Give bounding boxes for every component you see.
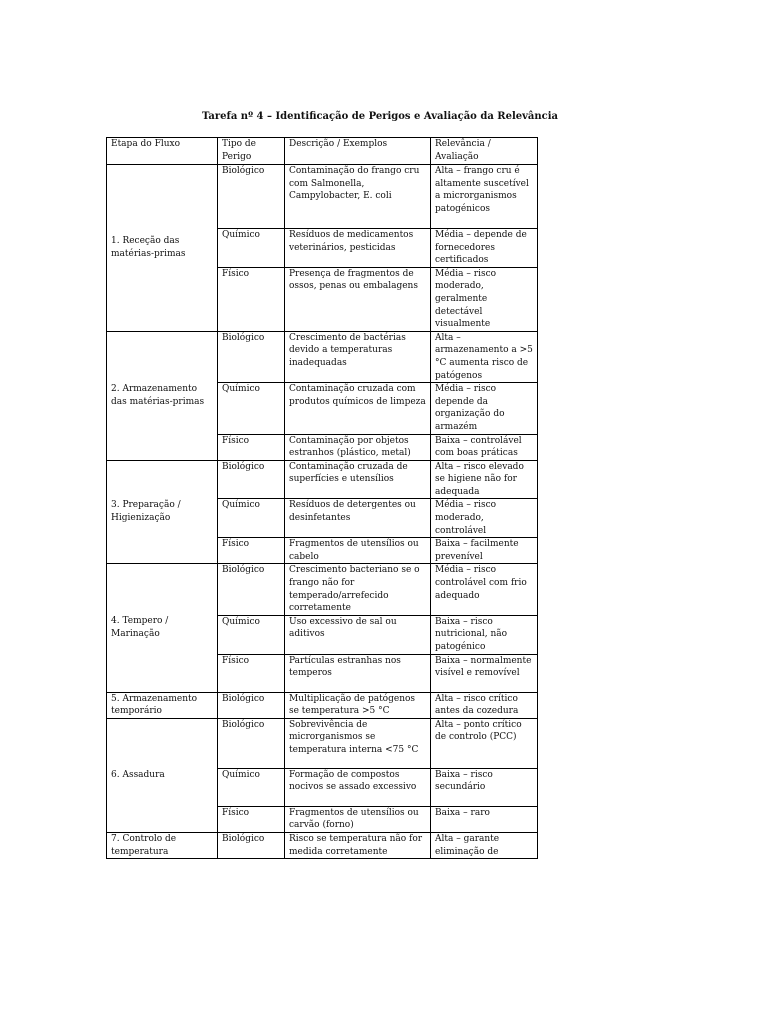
hazard-type-cell: Biológico bbox=[218, 564, 285, 615]
description-cell: Formação de compostos nocivos se assado excessivo bbox=[285, 768, 431, 806]
table-row bbox=[107, 165, 538, 229]
header-hazard-type: Tipo de Perigo bbox=[218, 138, 285, 165]
hazard-type-cell: Físico bbox=[218, 538, 285, 564]
hazard-type-cell: Biológico bbox=[218, 460, 285, 499]
description-cell: Crescimento de bactérias devido a temperaturas inadequadas bbox=[285, 331, 431, 382]
hazard-type-cell: Biológico bbox=[218, 718, 285, 768]
hazard-table bbox=[106, 137, 538, 859]
hazard-type-cell: Químico bbox=[218, 499, 285, 538]
relevance-cell: Baixa – raro bbox=[431, 806, 538, 832]
relevance-cell: Alta – armazenamento a >5 °C aumenta risco de patógenos bbox=[431, 331, 538, 382]
hazard-type-cell: Físico bbox=[218, 654, 285, 692]
stage-cell: 4. Tempero / Marinação bbox=[107, 564, 218, 692]
hazard-type-cell: Químico bbox=[218, 615, 285, 654]
relevance-cell: Alta – garante eliminação de bbox=[431, 832, 538, 858]
table-row bbox=[107, 460, 538, 499]
relevance-cell: Baixa – normalmente visível e removível bbox=[431, 654, 538, 692]
relevance-cell: Média – risco moderado, controlável bbox=[431, 499, 538, 538]
description-cell: Multiplicação de patógenos se temperatura >5 °C bbox=[285, 692, 431, 718]
hazard-type-cell: Químico bbox=[218, 229, 285, 268]
hazard-type-cell: Físico bbox=[218, 434, 285, 460]
description-cell: Resíduos de detergentes ou desinfetantes bbox=[285, 499, 431, 538]
description-cell: Contaminação cruzada com produtos químicos de limpeza bbox=[285, 383, 431, 434]
hazard-type-cell: Biológico bbox=[218, 692, 285, 718]
relevance-cell: Baixa – controlável com boas práticas bbox=[431, 434, 538, 460]
description-cell: Presença de fragmentos de ossos, penas ou embalagens bbox=[285, 267, 431, 331]
description-cell: Risco se temperatura não for medida corretamente bbox=[285, 832, 431, 858]
table-row bbox=[107, 331, 538, 382]
stage-cell: 3. Preparação / Higienização bbox=[107, 460, 218, 564]
hazard-type-cell: Biológico bbox=[218, 832, 285, 858]
stage-cell: 2. Armazenamento das matérias-primas bbox=[107, 331, 218, 460]
header-relevance: Relevância / Avaliação bbox=[431, 138, 538, 165]
hazard-type-cell: Biológico bbox=[218, 165, 285, 229]
stage-cell: 6. Assadura bbox=[107, 718, 218, 832]
description-cell: Crescimento bacteriano se o frango não for temperado/arrefecido corretamente bbox=[285, 564, 431, 615]
description-cell: Partículas estranhas nos temperos bbox=[285, 654, 431, 692]
description-cell: Contaminação por objetos estranhos (plástico, metal) bbox=[285, 434, 431, 460]
description-cell: Resíduos de medicamentos veterinários, pesticidas bbox=[285, 229, 431, 268]
relevance-cell: Alta – risco crítico antes da cozedura bbox=[431, 692, 538, 718]
page-title: Tarefa nº 4 – Identificação de Perigos e Avaliação da Relevância bbox=[201, 111, 559, 122]
stage-cell: 7. Controlo de temperatura bbox=[107, 832, 218, 858]
header-description: Descrição / Exemplos bbox=[285, 138, 431, 165]
description-cell: Uso excessivo de sal ou aditivos bbox=[285, 615, 431, 654]
hazard-type-cell: Químico bbox=[218, 768, 285, 806]
relevance-cell: Baixa – facilmente prevenível bbox=[431, 538, 538, 564]
relevance-cell: Baixa – risco nutricional, não patogénico bbox=[431, 615, 538, 654]
stage-cell: 5. Armazenamento temporário bbox=[107, 692, 218, 718]
description-cell: Contaminação do frango cru com Salmonella, Campylobacter, E. coli bbox=[285, 165, 431, 229]
table-row bbox=[107, 564, 538, 615]
relevance-cell: Média – risco moderado, geralmente detectável visualmente bbox=[431, 267, 538, 331]
relevance-cell: Alta – ponto crítico de controlo (PCC) bbox=[431, 718, 538, 768]
hazard-type-cell: Biológico bbox=[218, 331, 285, 382]
relevance-cell: Baixa – risco secundário bbox=[431, 768, 538, 806]
hazard-type-cell: Físico bbox=[218, 806, 285, 832]
relevance-cell: Média – depende de fornecedores certificados bbox=[431, 229, 538, 268]
table-row bbox=[107, 718, 538, 768]
description-cell: Sobrevivência de microrganismos se temperatura interna <75 °C bbox=[285, 718, 431, 768]
table-row bbox=[107, 832, 538, 858]
hazard-type-cell: Químico bbox=[218, 383, 285, 434]
header-stage: Etapa do Fluxo bbox=[107, 138, 218, 165]
stage-cell: 1. Receção das matérias-primas bbox=[107, 165, 218, 332]
relevance-cell: Média – risco controlável com frio adequado bbox=[431, 564, 538, 615]
description-cell: Fragmentos de utensílios ou cabelo bbox=[285, 538, 431, 564]
relevance-cell: Alta – risco elevado se higiene não for adequada bbox=[431, 460, 538, 499]
relevance-cell: Média – risco depende da organização do armazém bbox=[431, 383, 538, 434]
table-row bbox=[107, 692, 538, 718]
hazard-type-cell: Físico bbox=[218, 267, 285, 331]
relevance-cell: Alta – frango cru é altamente suscetível a microrganismos patogénicos bbox=[431, 165, 538, 229]
description-cell: Contaminação cruzada de superfícies e utensílios bbox=[285, 460, 431, 499]
description-cell: Fragmentos de utensílios ou carvão (forno) bbox=[285, 806, 431, 832]
